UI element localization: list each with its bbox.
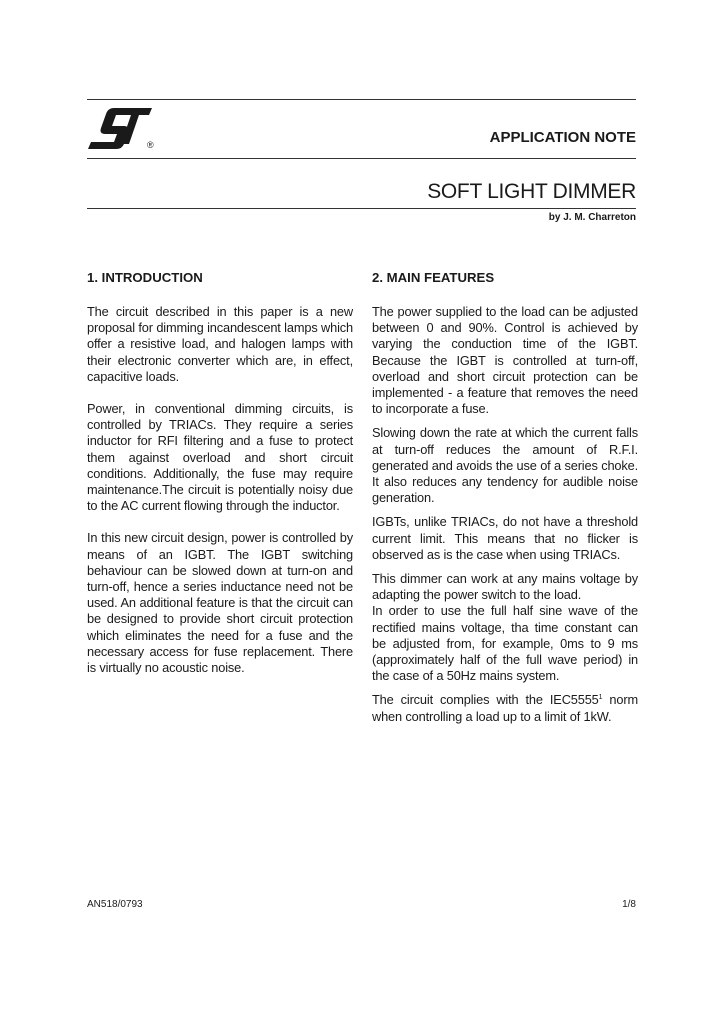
compliance-text-end: norm when controlling a load up to a limit of 1kW. — [372, 692, 638, 724]
document-code: AN518/0793 — [87, 899, 143, 910]
page-number: 1/8 — [622, 899, 636, 910]
introduction-heading: 1. INTRODUCTION — [87, 270, 203, 285]
footnote-marker: 1 — [598, 694, 603, 702]
title-rule — [87, 208, 636, 209]
features-paragraph-2: Slowing down the rate at which the current falls at turn-off reduces the amount of R.F.I. generated and avoids the use of a series choke. It also reduces any tendency for audible noise generation. — [372, 425, 638, 506]
introduction-column — [87, 270, 353, 692]
registered-mark: ® — [147, 140, 154, 150]
top-rule — [87, 99, 636, 100]
intro-paragraph-1: The circuit described in this paper is a new proposal for dimming incandescent lamps which offer a resistive load, and halogen lamps with their electronic converter which are, in effect, capacitive loads. — [87, 304, 353, 384]
features-paragraph-3: IGBTs, unlike TRIACs, do not have a threshold current limit. This means that no flicker is observed as is the case when using TRIACs. — [372, 514, 638, 562]
features-paragraph-5: In order to use the full half sine wave of the rectified mains voltage, tha time constant can be adjusted from, for example, 0ms to 9 ms (approximately half of the full wave period) in the case of a 50Hz mains system. — [372, 603, 638, 684]
main-features-column — [372, 270, 638, 733]
intro-paragraph-2: Power, in conventional dimming circuits, is controlled by TRIACs. They require a series inductor for RFI filtering and a fuse to protect them against overload and short circuit conditions. Additionally, the fuse may require maintenance.The circuit is potentially noisy due to the AC current flowing through the inductor. — [87, 401, 353, 514]
features-paragraph-1: The power supplied to the load can be adjusted between 0 and 90%. Control is achieved by varying the conduction time of the IGBT. Because the IGBT is controlled at turn-off, overload and short circuit protection can be implemented - a feature that removes the need to incorporate a fuse. — [372, 304, 638, 417]
compliance-text: The circuit complies with the IEC5555 — [372, 692, 599, 708]
intro-paragraph-3: In this new circuit design, power is controlled by means of an IGBT. The IGBT switching behaviour can be slowed down at turn-on and turn-off, hence a series inductance need not be used. An additional feature is that the circuit can be designed to provide short circuit protection which eliminates the need for a fuse and the necessary access for fuse replacement. There is virtually no acoustic noise. — [87, 530, 353, 676]
author-line: by J. M. Charreton — [548, 212, 636, 223]
document-title: SOFT LIGHT DIMMER — [427, 180, 636, 203]
st-logo-icon — [86, 106, 166, 150]
features-paragraph-6 — [372, 692, 638, 724]
features-paragraph-4: This dimmer can work at any mains voltage by adapting the power switch to the load. — [372, 571, 638, 603]
main-features-heading: 2. MAIN FEATURES — [372, 270, 495, 285]
document-type-label: APPLICATION NOTE — [489, 129, 636, 146]
header-rule — [87, 158, 636, 159]
